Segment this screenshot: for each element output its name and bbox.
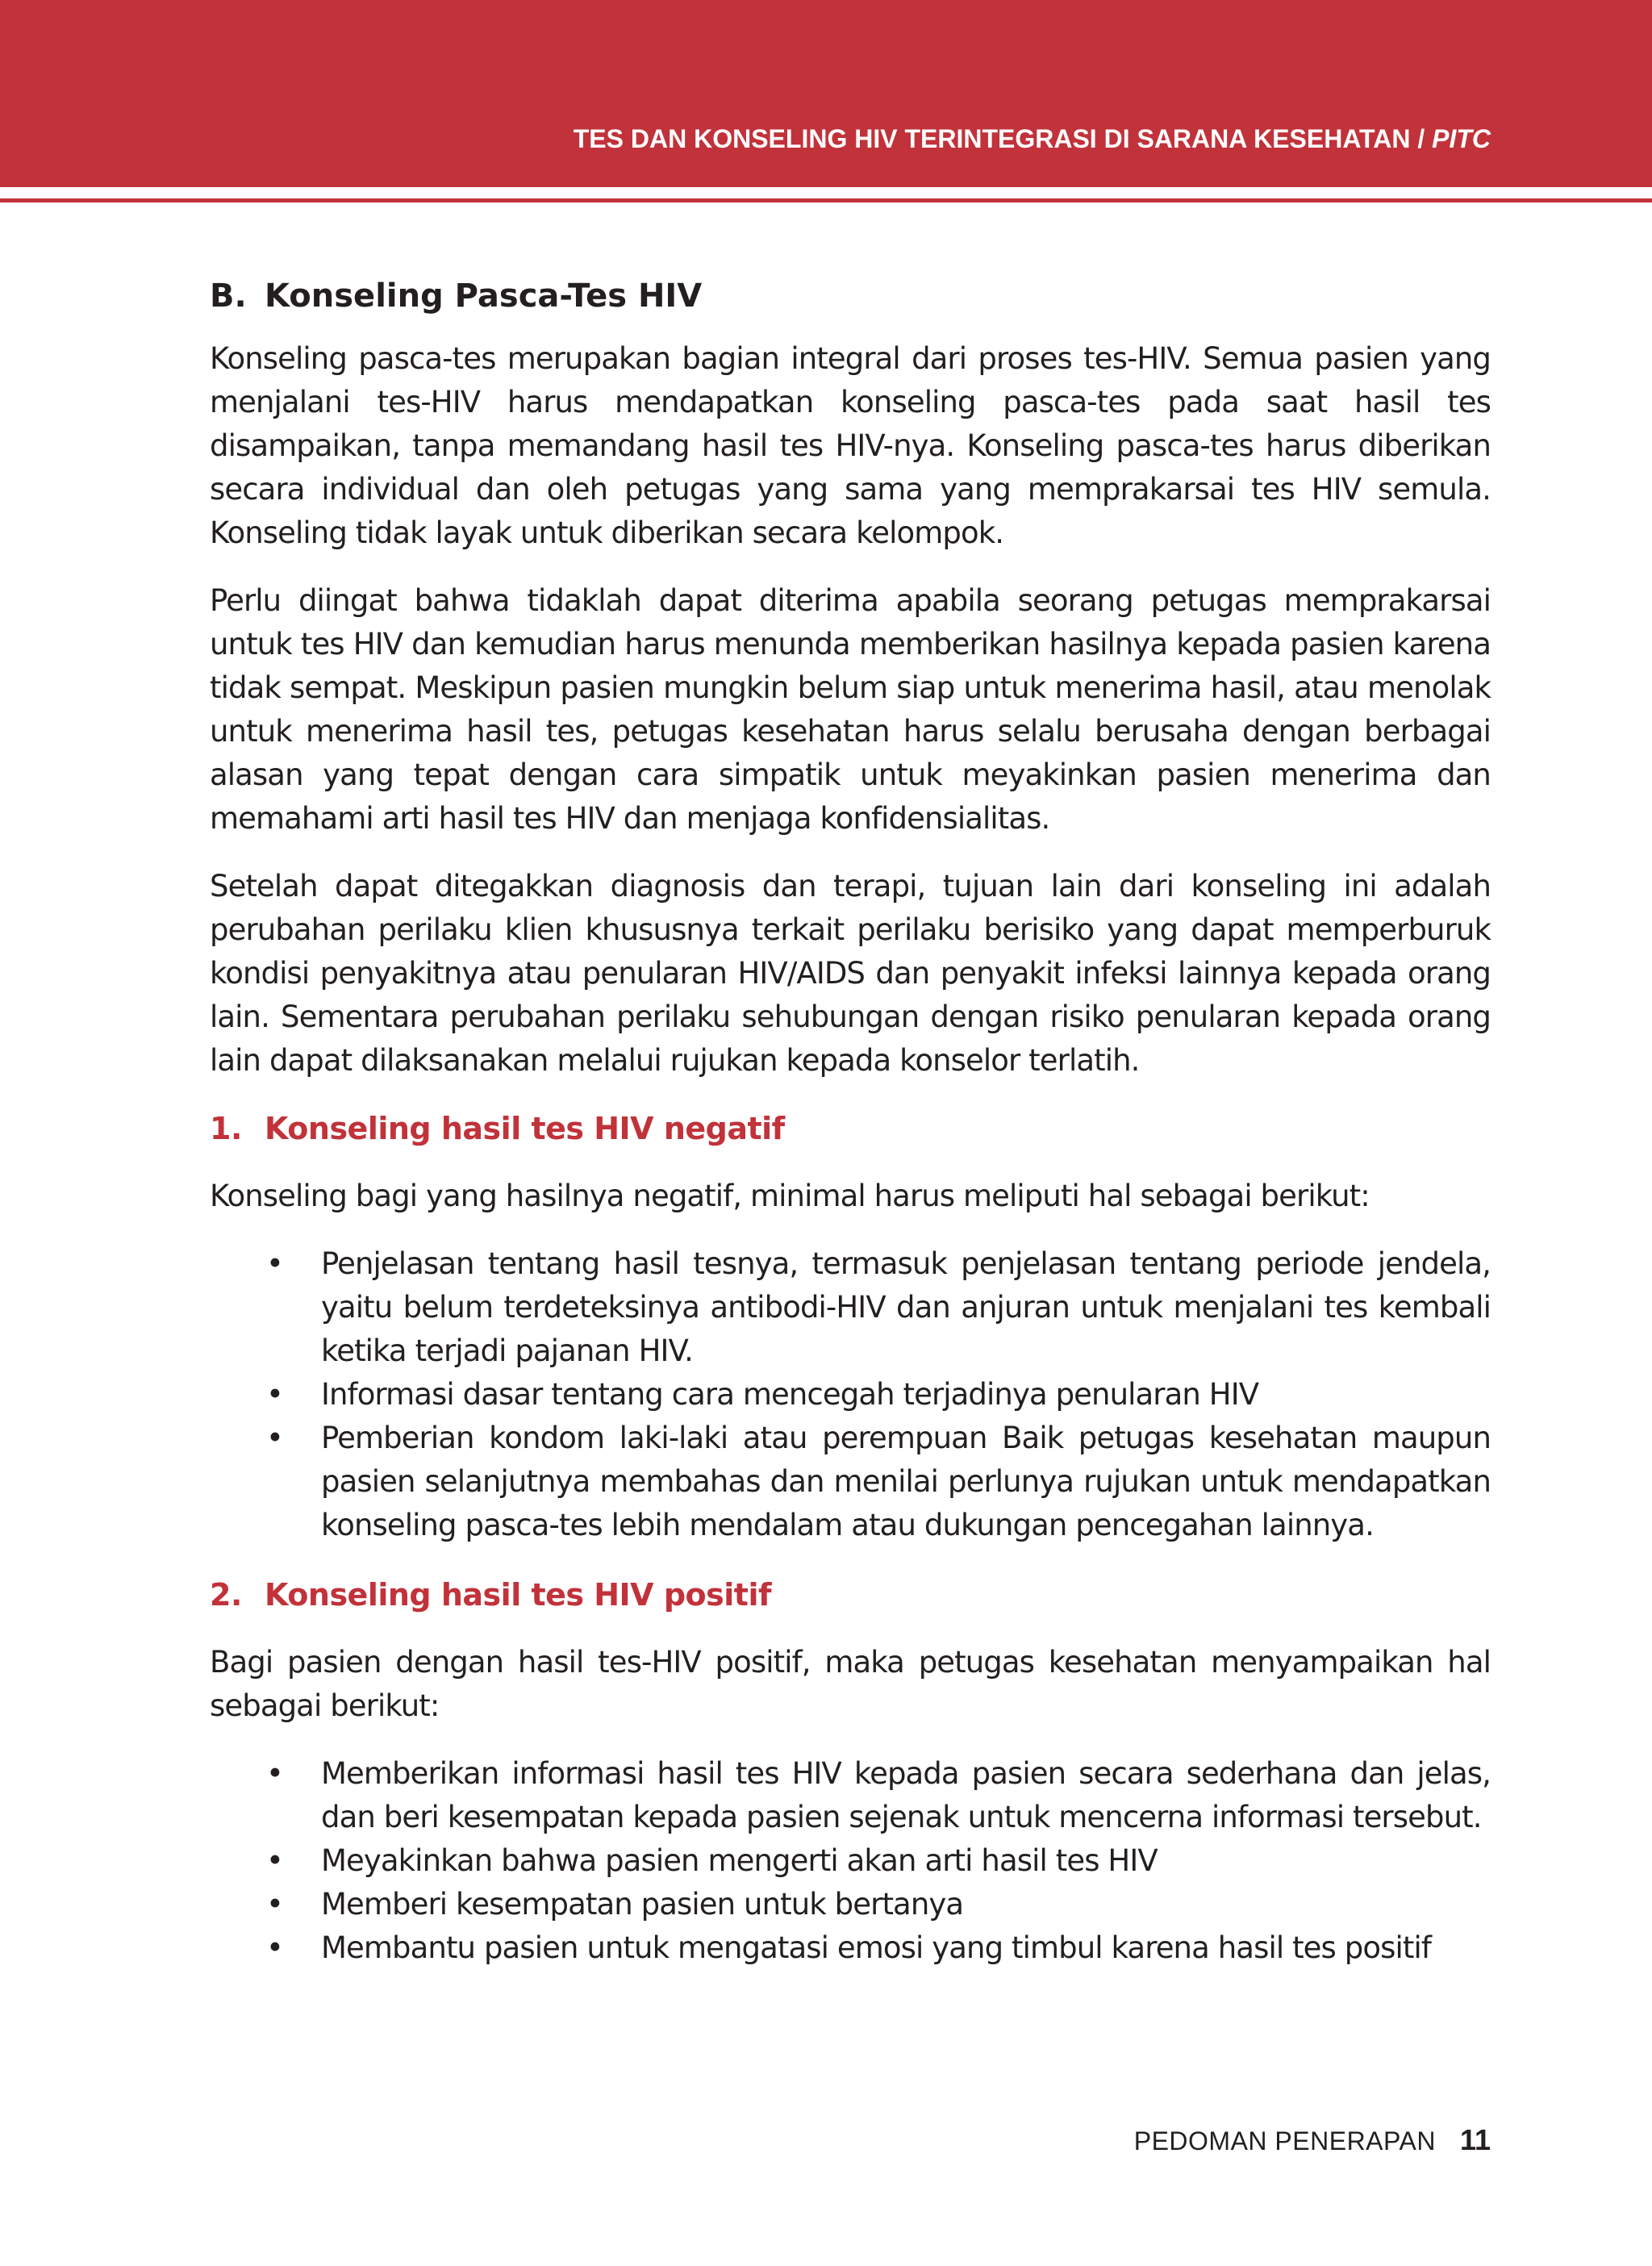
- paragraph: Setelah dapat ditegakkan diagnosis dan terapi, tujuan lain dari konseling ini adalah perubahan perilaku klien khususnya terkait perilaku berisiko yang dapat memperburuk kondisi penyakitnya atau penularan HIV/AIDS dan penyakit infeksi lainnya kepada orang lain. Sementara perubahan perilaku sehubungan dengan risiko penularan kepada orang lain dapat dilaksanakan melalui rujukan kepada konselor terlatih.: [210, 869, 1491, 1078]
- list-item: [265, 1373, 1491, 1417]
- paragraph: Perlu diingat bahwa tidaklah dapat diterima apabila seorang petugas memprakarsai untuk tes HIV dan kemudian harus menunda memberikan hasilnya kepada pasien karena tidak sempat. Meskipun pasien mungkin belum siap untuk menerima hasil, atau menolak untuk menerima hasil tes, petugas kesehatan harus selalu berusaha dengan berbagai alasan yang tepat dengan cara simpatik untuk meyakinkan pasien menerima dan memahami arti hasil tes HIV dan menjaga konfidensialitas.: [210, 583, 1491, 836]
- subsection-number: 1.: [210, 1111, 242, 1146]
- paragraph: Konseling pasca-tes merupakan bagian integral dari proses tes-HIV. Semua pasien yang menjalani tes-HIV harus mendapatkan konseling pasca-tes pada saat hasil tes disampaikan, tanpa memandang hasil tes HIV-nya. Konseling pasca-tes harus diberikan secara individual dan oleh petugas yang sama yang memprakarsai tes HIV semula. Konseling tidak layak untuk diberikan secara kelompok.: [210, 341, 1491, 550]
- subsection-intro: Konseling bagi yang hasilnya negatif, minimal harus meliputi hal sebagai berikut:: [210, 1179, 1370, 1213]
- subsection-title: Konseling hasil tes HIV positif: [265, 1577, 771, 1613]
- list-item: [265, 1752, 1491, 1839]
- section-heading: [210, 274, 1491, 318]
- list-item-text: Informasi dasar tentang cara mencegah terjadinya penularan HIV: [321, 1377, 1259, 1412]
- bullet-icon: •: [266, 1246, 283, 1281]
- page-footer: [1134, 2123, 1491, 2157]
- subsection-heading-positive: [210, 1573, 1491, 1617]
- subsection-heading-negative: [210, 1107, 1491, 1150]
- bullet-icon: •: [266, 1377, 283, 1412]
- list-item: [265, 1839, 1491, 1883]
- running-header-text: TES DAN KONSELING HIV TERINTEGRASI DI SARANA KESEHATAN /: [573, 124, 1433, 153]
- page-content: [210, 274, 1491, 1996]
- section-title: Konseling Pasca-Tes HIV: [265, 278, 703, 315]
- bullet-icon: •: [266, 1887, 283, 1922]
- bullet-icon: •: [266, 1843, 283, 1878]
- list-item: [265, 1242, 1491, 1373]
- page-number: 11: [1459, 2123, 1491, 2156]
- list-item: [265, 1926, 1491, 1970]
- bullet-list-positive: [265, 1752, 1491, 1970]
- footer-label: PEDOMAN PENERAPAN: [1133, 2126, 1436, 2155]
- subsection-intro: Bagi pasien dengan hasil tes-HIV positif, maka petugas kesehatan menyampaikan hal sebagai berikut:: [210, 1645, 1491, 1723]
- list-item-text: Membantu pasien untuk mengatasi emosi yang timbul karena hasil tes positif: [321, 1930, 1431, 1965]
- subsection-number: 2.: [210, 1577, 242, 1613]
- bullet-icon: •: [266, 1421, 283, 1455]
- subsection-title: Konseling hasil tes HIV negatif: [265, 1111, 785, 1146]
- list-item-text: Penjelasan tentang hasil tesnya, termasuk penjelasan tentang periode jendela, yaitu belum terdeteksinya antibodi-HIV dan anjuran untuk menjalani tes kembali ketika terjadi pajanan HIV.: [321, 1246, 1491, 1368]
- bullet-icon: •: [266, 1930, 283, 1965]
- list-item: [265, 1417, 1491, 1547]
- list-item: [265, 1883, 1491, 1926]
- header-rule: [0, 198, 1652, 202]
- header-band: [0, 0, 1652, 187]
- bullet-icon: •: [266, 1756, 283, 1791]
- list-item-text: Memberikan informasi hasil tes HIV kepada pasien secara sederhana dan jelas, dan beri kesempatan kepada pasien sejenak untuk mencerna informasi tersebut.: [321, 1756, 1491, 1834]
- list-item-text: Memberi kesempatan pasien untuk bertanya: [321, 1887, 964, 1922]
- running-header-italic: PITC: [1432, 124, 1491, 153]
- list-item-text: Meyakinkan bahwa pasien mengerti akan arti hasil tes HIV: [321, 1843, 1158, 1878]
- list-item-text: Pemberian kondom laki-laki atau perempuan Baik petugas kesehatan maupun pasien selanjutnya membahas dan menilai perlunya rujukan untuk mendapatkan konseling pasca-tes lebih mendalam atau dukungan pencegahan lainnya.: [321, 1421, 1491, 1542]
- running-header: [574, 124, 1491, 154]
- bullet-list-negative: [265, 1242, 1491, 1547]
- section-number: B.: [210, 278, 247, 315]
